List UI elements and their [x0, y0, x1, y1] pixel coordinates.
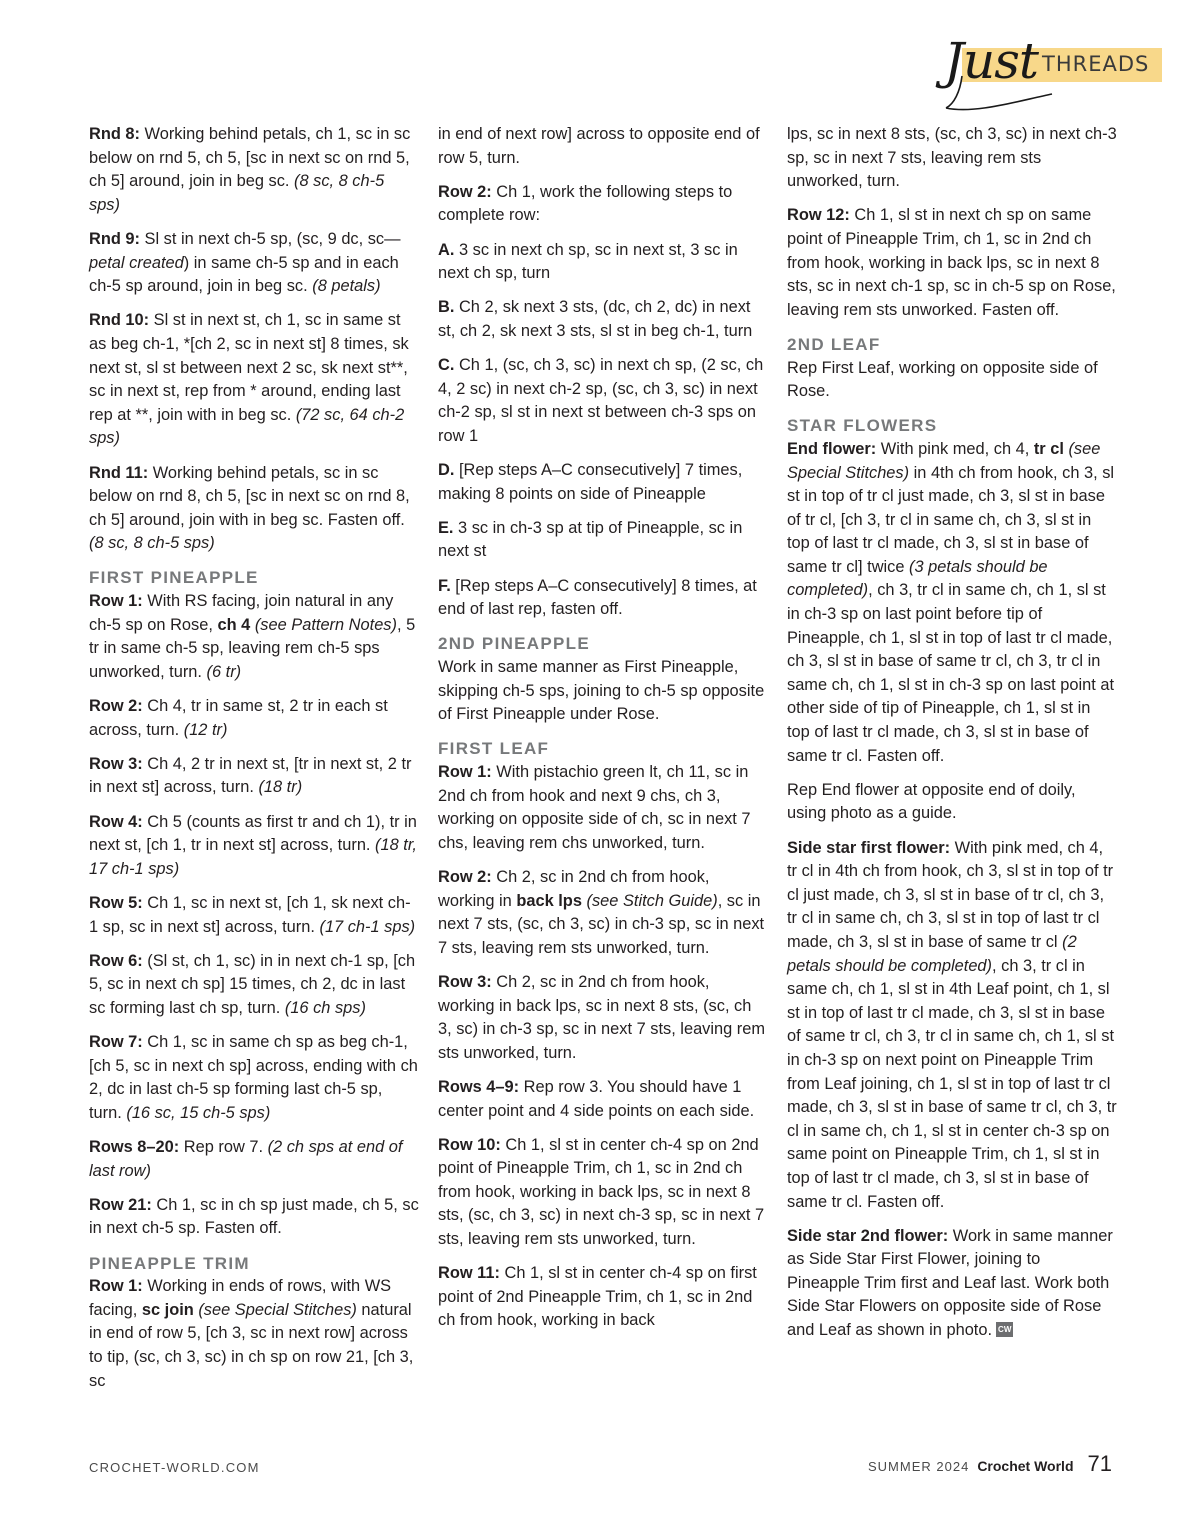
instruction-text: Ch 1, sc in ch sp just made, ch 5, sc in next ch-5 sp. Fasten off.: [89, 1195, 419, 1238]
instruction-text: , ch 3, tr cl in same ch, ch 1, sl st in 4th Leaf point, ch 1, sl st in top of last tr cl made, ch 3, sl st in base of same tr cl, ch 3, tr cl in same ch, ch 1, sl st in ch-3 sp on next point on Pineapple Trim from Leaf joining, ch 1, sl st in top of last tr cl made, ch 3, sl st in base of same tr cl, ch 3, tr cl in same ch, ch 1, sl st in center ch-3 sp on same point on Pineapple Trim, ch 1, sl st in top of last tr cl made, ch 3, sl st in base of same tr cl. Fasten off.: [787, 956, 1117, 1211]
footer-issue: SUMMER 2024: [868, 1459, 970, 1474]
step-label: Row 2:: [438, 182, 492, 201]
instruction-text: Ch 5 (counts as first tr and ch 1), tr in next st, [ch 1, tr in next st] across, turn.: [89, 812, 417, 855]
step-label: Row 3:: [89, 754, 143, 773]
instruction-text: Ch 1, sc in next st, [ch 1, sk next ch-1 sp, sc in next st] across, turn.: [89, 893, 411, 936]
instruction-paragraph: [89, 1275, 419, 1393]
stitch-term: back lps: [516, 891, 582, 910]
section-heading: FIRST PINEAPPLE: [89, 568, 259, 588]
instruction-text: Rep First Leaf, working on opposite side of Rose.: [787, 358, 1098, 401]
instruction-paragraph: [89, 811, 419, 882]
note-text: (72 sc, 64 ch-2 sps): [89, 405, 405, 448]
instruction-paragraph: [89, 1194, 419, 1241]
note-text: (8 sc, 8 ch-5 sps): [89, 172, 385, 214]
instruction-text: in end of next row] across to opposite end of row 5, turn.: [438, 125, 760, 167]
stitch-term: tr cl: [1033, 439, 1064, 458]
column-2: [438, 123, 768, 1344]
step-label: Row 12:: [787, 206, 850, 225]
step-label: C.: [438, 356, 455, 375]
step-label: E.: [438, 518, 454, 537]
instruction-text: Ch 1, sc in same ch sp as beg ch-1, [ch 5, sc in next ch sp] across, ending with ch 2, dc in last ch-5 sp forming last ch-5 sp, turn.: [89, 1033, 418, 1122]
step-label: Row 1:: [89, 592, 143, 611]
logo-word: THREADS: [1042, 52, 1150, 76]
instruction-text: Ch 1, sl st in center ch-4 sp on 2nd point of Pineapple Trim, ch 1, sc in 2nd ch from hook, working in back lps, sc in next 8 sts, (sc, ch 3, sc) in next ch-3 sp, sc in next 7 sts, leaving rem sts unworked, turn.: [438, 1135, 765, 1249]
instruction-paragraph: [438, 354, 768, 448]
note-text: (see Special Stitches): [787, 439, 1101, 482]
column-1: [89, 123, 419, 1404]
instruction-text: Working behind petals, sc in sc below on rnd 8, ch 5, [sc in next sc on rnd 8, ch 5] around, join with in beg sc. Fasten off.: [89, 463, 410, 529]
instruction-paragraph: [89, 123, 419, 217]
section-heading: PINEAPPLE TRIM: [89, 1253, 250, 1273]
note-text: (see Special Stitches): [198, 1300, 357, 1319]
step-label: Row 2:: [438, 867, 492, 886]
stitch-term: ch 4: [217, 615, 251, 634]
instruction-paragraph: [89, 950, 419, 1021]
instruction-text: , ch 3, tr cl in same ch, ch 1, sl st in ch-3 sp on last point before tip of Pineapple, ch 1, sl st in top of last tr cl made, ch 3, sl st in base of same tr cl, ch 3, tr cl in same ch, ch 1, sl st in ch-3 sp on last point at other side of tip of Pineapple, ch 1, sl st in top of last tr cl made, ch 3, sl st in base of same tr cl. Fasten off.: [787, 581, 1115, 765]
step-label: Row 4:: [89, 812, 143, 831]
instruction-text: Rep row 7.: [179, 1138, 268, 1157]
instruction-text: Work in same manner as Side Star First Flower, joining to Pineapple Trim first and Leaf last. Work both Side Star Flowers on opposite side of Rose and Leaf as shown in photo.: [787, 1226, 1113, 1340]
step-label: Rnd 8:: [89, 125, 140, 143]
instruction-text: With pink med, ch 4,: [876, 439, 1034, 458]
page-number: 71: [1087, 1451, 1112, 1476]
step-label: Row 5:: [89, 893, 143, 912]
instruction-paragraph: [438, 575, 768, 622]
step-label: F.: [438, 576, 451, 595]
instruction-text: Rep End flower at opposite end of doily, using photo as a guide.: [787, 780, 1076, 823]
instruction-paragraph: [89, 462, 419, 556]
footer-magazine: Crochet World: [977, 1458, 1074, 1474]
instruction-text: Ch 2, sk next 3 sts, (dc, ch 2, dc) in next st, ch 2, sk next 3 sts, sl st in beg ch-1, turn: [438, 298, 753, 340]
note-text: petal created: [89, 253, 184, 272]
instruction-text: natural in end of row 5, [ch 3, sc in next row] across to tip, (sc, ch 3, sc) in ch sp on row 21, [ch 3, sc: [89, 1300, 414, 1390]
instruction-paragraph: [787, 779, 1117, 826]
instruction-text: 3 sc in ch-3 sp at tip of Pineapple, sc in next st: [438, 518, 743, 561]
note-text: (16 ch sps): [284, 998, 366, 1017]
instruction-text: Rep row 3. You should have 1 center point and 4 side points on each side.: [438, 1077, 755, 1120]
step-label: Row 11:: [438, 1264, 500, 1283]
instruction-text: With pink med, ch 4, tr cl in 4th ch from hook, ch 3, sl st in top of tr cl just made, ch 3, sl st in base of tr cl, ch 3, tr cl in same ch, ch 3, sl st in top of last tr cl made, ch 3, sl st in base of same tr cl: [787, 838, 1114, 951]
instruction-text: lps, sc in next 8 sts, (sc, ch 3, sc) in next ch-3 sp, sc in next 7 sts, leaving rem sts unworked, turn.: [787, 125, 1117, 191]
step-label: Side star first flower:: [787, 838, 951, 857]
step-label: Rows 4–9:: [438, 1077, 520, 1096]
instruction-text: Ch 1, sl st in next ch sp on same point of Pineapple Trim, ch 1, sc in 2nd ch from hook, working in back lps, sc in next 8 sts, sc in next ch-1 sp, sc in ch-5 sp on Rose, leaving rem sts unworked. Fasten off.: [787, 206, 1116, 319]
instruction-paragraph: [787, 204, 1117, 322]
section-heading: 2ND LEAF: [787, 334, 881, 354]
instruction-paragraph: [89, 228, 419, 299]
instruction-text: [Rep steps A–C consecutively] 7 times, making 8 points on side of Pineapple: [438, 461, 743, 503]
logo-script: Just: [944, 32, 1038, 90]
instruction-text: Sl st in next ch-5 sp, (sc, 9 dc, sc—: [140, 229, 401, 248]
note-text: (8 sc, 8 ch-5 sps): [89, 534, 215, 553]
instruction-text: Working in ends of rows, with WS facing,: [89, 1277, 392, 1319]
instruction-paragraph: [438, 296, 768, 343]
note-text: (17 ch-1 sps): [319, 917, 416, 936]
stitch-term: sc join: [141, 1300, 194, 1319]
step-label: Rows 8–20:: [89, 1138, 180, 1157]
instruction-paragraph: [438, 459, 768, 506]
instruction-paragraph: [438, 1076, 768, 1123]
step-label: B.: [438, 298, 455, 317]
instruction-paragraph: [89, 309, 419, 451]
section-heading: 2ND PINEAPPLE: [438, 634, 590, 654]
footer-website: CROCHET-WORLD.COM: [89, 1460, 260, 1475]
note-text: (8 petals): [312, 277, 381, 296]
section-heading: STAR FLOWERS: [787, 416, 938, 436]
section-heading: FIRST LEAF: [438, 739, 550, 759]
step-label: Row 6:: [89, 951, 143, 970]
step-label: Side star 2nd flower:: [787, 1226, 949, 1245]
instruction-text: With pistachio green lt, ch 11, sc in 2nd ch from hook and next 9 chs, ch 3, working on opposite side of ch, sc in next 7 chs, leaving rem chs unworked, turn.: [438, 763, 751, 852]
note-text: (6 tr): [206, 662, 242, 681]
step-label: Rnd 11:: [89, 463, 149, 482]
instruction-text: Ch 4, 2 tr in next st, [tr in next st, 2 tr in next st] across, turn.: [89, 754, 412, 797]
instruction-text: Work in same manner as First Pineapple, skipping ch-5 sps, joining to ch-5 sp opposite of First Pineapple under Rose.: [438, 658, 765, 724]
instruction-text: With RS facing, join natural in any ch-5 sp on Rose,: [89, 592, 394, 634]
instruction-paragraph: [438, 123, 768, 170]
instruction-paragraph: [438, 656, 768, 727]
instruction-paragraph: [787, 123, 1117, 194]
step-label: A.: [438, 240, 455, 259]
step-label: Row 7:: [89, 1033, 143, 1052]
instruction-paragraph: [89, 590, 419, 684]
instruction-paragraph: [89, 1136, 419, 1183]
step-label: Row 10:: [438, 1135, 501, 1154]
instruction-text: , 5 tr in same ch-5 sp, leaving rem ch-5 sps unworked, turn.: [89, 615, 416, 681]
instruction-text: Ch 1, (sc, ch 3, sc) in next ch sp, (2 sc, ch 4, 2 sc) in next ch-2 sp, (sc, ch 3, sc) in next ch-2 sp, sl st in next st between ch-3 sps on row 1: [438, 356, 764, 445]
step-label: Row 2:: [89, 697, 143, 716]
instruction-paragraph: [438, 866, 768, 960]
note-text: (see Stitch Guide): [586, 891, 718, 910]
instruction-text: Ch 1, sl st in center ch-4 sp on first point of 2nd Pineapple Trim, ch 1, sc in 2nd ch from hook, working in back: [438, 1264, 757, 1330]
instruction-paragraph: [438, 971, 768, 1065]
section-logo: [940, 34, 1162, 114]
instruction-text: [Rep steps A–C consecutively] 8 times, at end of last rep, fasten off.: [438, 576, 757, 619]
note-text: (3 petals should be completed): [787, 557, 1048, 600]
instruction-paragraph: [438, 761, 768, 855]
note-text: (18 tr, 17 ch-1 sps): [89, 836, 417, 878]
instruction-text: (Sl st, ch 1, sc) in in next ch-1 sp, [ch 5, sc in next ch sp] 15 times, ch 2, dc in last sc forming last ch sp, turn.: [89, 951, 416, 1017]
step-label: Row 3:: [438, 972, 492, 991]
logo-swash-icon: [944, 74, 1054, 114]
instruction-text: Ch 1, work the following steps to complete row:: [438, 182, 733, 225]
instruction-paragraph: [89, 1031, 419, 1125]
step-label: Rnd 10:: [89, 311, 150, 330]
instruction-text: Working behind petals, ch 1, sc in sc below on rnd 5, ch 5, [sc in next sc on rnd 5, ch 5] around, join in beg sc.: [89, 125, 411, 191]
footer-info: [868, 1451, 1112, 1477]
instruction-paragraph: [89, 892, 419, 939]
instruction-text: , sc in next 7 sts, (sc, ch 3, sc) in ch-3 sp, sc in next 7 sts, leaving rem sts unworked, turn.: [438, 891, 765, 957]
note-text: (2 petals should be completed): [787, 932, 1077, 975]
step-label: D.: [438, 461, 455, 480]
instruction-paragraph: [438, 181, 768, 228]
step-label: Row 1:: [89, 1277, 143, 1296]
instruction-text: ) in same ch-5 sp and in each ch-5 sp around, join in beg sc.: [89, 253, 399, 296]
instruction-paragraph: [787, 438, 1117, 768]
step-label: Row 1:: [438, 763, 492, 781]
instruction-paragraph: [787, 357, 1117, 404]
instruction-paragraph: [438, 1262, 768, 1333]
instruction-text: Sl st in next st, ch 1, sc in same st as beg ch-1, *[ch 2, sc in next st] 8 times, sk next st, sl st between next 2 sc, sk next st**, sc in next st, rep from * around, ending last rep at **, join with in beg sc.: [89, 311, 409, 424]
note-text: (see Pattern Notes): [254, 615, 397, 634]
instruction-paragraph: [787, 837, 1117, 1215]
step-label: Row 21:: [89, 1195, 152, 1214]
instruction-paragraph: [787, 1225, 1117, 1343]
instruction-text: Ch 2, sc in 2nd ch from hook, working in back lps, sc in next 8 sts, (sc, ch 3, sc) in ch-3 sp, sc in next 7 sts, leaving rem sts unworked, turn.: [438, 972, 766, 1062]
instruction-paragraph: [438, 1134, 768, 1252]
instruction-text: Ch 2, sc in 2nd ch from hook, working in: [438, 867, 710, 910]
instruction-paragraph: [89, 695, 419, 742]
instruction-text: 3 sc in next ch sp, sc in next st, 3 sc in next ch sp, turn: [438, 240, 738, 283]
instruction-paragraph: [89, 753, 419, 800]
note-text: (16 sc, 15 ch-5 sps): [126, 1103, 271, 1122]
instruction-paragraph: [438, 239, 768, 286]
instruction-text: in 4th ch from hook, ch 3, sl st in top of tr cl just made, ch 3, sl st in base of tr cl, [ch 3, tr cl in same ch, ch 3, sl st in top of last tr cl made, ch 3, sl st in base of same tr cl] twice: [787, 463, 1115, 576]
note-text: (12 tr): [183, 720, 228, 739]
note-text: (18 tr): [258, 778, 303, 797]
end-mark-icon: CW: [996, 1322, 1013, 1337]
note-text: (2 ch sps at end of last row): [89, 1138, 403, 1180]
column-3: [787, 123, 1117, 1353]
instruction-paragraph: [438, 517, 768, 564]
instruction-text: Ch 4, tr in same st, 2 tr in each st across, turn.: [89, 697, 388, 739]
step-label: End flower:: [787, 439, 877, 458]
step-label: Rnd 9:: [89, 229, 140, 248]
